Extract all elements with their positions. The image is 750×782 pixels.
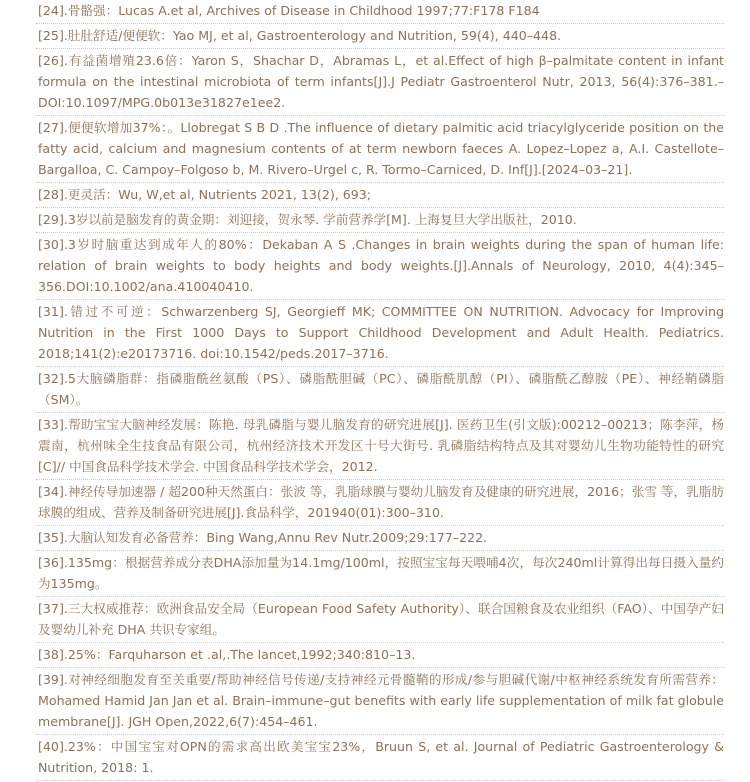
reference-text: 神经传导加速器 / 超200种天然蛋白：张波 等，乳脂球膜与婴幼儿脑发育及健康的研究进展，2016；张雪 等，乳脂肪球膜的组成、营养及制备研究进展[J].食品科学，201940(01):300–310. <box>38 484 724 520</box>
reference-item-31 <box>38 301 724 368</box>
reference-number: [34]. <box>38 484 68 499</box>
reference-item-33 <box>38 414 724 481</box>
reference-text: 135mg：根据营养成分表DHA添加量为14.1mg/100ml，按照宝宝每天喂哺4次，每次240ml计算得出每日摄入量约为135mg。 <box>38 555 724 591</box>
reference-item-32 <box>38 368 724 414</box>
reference-text: 帮助宝宝大脑神经发展：陈艳. 母乳磷脂与婴儿脑发育的研究进展[J]. 医药卫生(引文版):00212–00213；陈李萍，杨震南，杭州味全生技食品有限公司，杭州经济技术开发区十号大街号. 乳磷脂结构特点及其对婴幼儿生物功能特性的研究[C]// 中国食品科学技术学会. 中国食品科学技术学会，2012. <box>38 417 724 474</box>
reference-text: 大脑认知发育必备营养：Bing Wang,Annu Rev Nutr.2009;29:177–222. <box>67 530 488 545</box>
reference-item-30 <box>38 234 724 301</box>
reference-item-35 <box>38 527 724 552</box>
reference-number: [29]. <box>38 212 68 227</box>
reference-text: 有益菌增殖23.6倍：Yaron S，Shachar D，Abramas L，et al.Effect of high β–palmitate content in infant formula on the intestinal microbiota of term infants[J].J Pediatr Gastroenterol Nutr, 2013, 56(4):376–381.–DOI:10.1097/MPG.0b013e31827e1ee2. <box>38 53 724 110</box>
reference-text: 3岁以前是脑发育的黄金期：刘迎接，贺永琴. 学前营养学[M]. 上海复旦大学出版社，2010. <box>67 212 577 227</box>
reference-text: 3岁时脑重达到成年人的80%：Dekaban A S .Changes in brain weights during the span of human life: relation of brain weights to body heights and body weights.[J].Annals of Neurology, 2010, 4(4):345–356.DOI:10.1002/ana.410040410. <box>38 237 724 294</box>
reference-number: [36]. <box>38 555 68 570</box>
reference-item-40 <box>38 736 724 782</box>
reference-text: 便便软增加37%：。Llobregat S B D .The influence of dietary palmitic acid triacylglyceride position on the fatty acid, calcium and magnesium contents of at term newborn faeces A. Lopez–Lopez a, A.I. Castellote–Bargalloa, C. Campoy–Folgoso b, M. Rivero–Urgel c, R. Tormo–Carniced, D. Inf[J].[2024–03–21]. <box>38 120 724 177</box>
reference-item-39 <box>38 669 724 736</box>
reference-text: 肚肚舒适/便便软：Yao MJ, et al, Gastroenterology and Nutrition, 59(4), 440–448. <box>67 28 562 43</box>
reference-text: 骨骼强：Lucas A.et al, Archives of Disease in Childhood 1997;77:F178 F184 <box>67 3 540 18</box>
reference-number: [33]. <box>38 417 68 432</box>
reference-number: [38]. <box>38 647 68 662</box>
reference-item-27 <box>38 117 724 184</box>
reference-number: [26]. <box>38 53 68 68</box>
reference-text: 三大权威推荐：欧洲食品安全局（European Food Safety Authority）、联合国粮食及农业组织（FAO）、中国孕产妇及婴幼儿补充 DHA 共识专家组。 <box>38 601 724 637</box>
reference-item-24 <box>38 0 724 25</box>
reference-number: [35]. <box>38 530 68 545</box>
reference-text: 5大脑磷脂群：指磷脂酰丝氨酸（PS）、磷脂酰胆碱（PC）、磷脂酰肌醇（PI）、磷脂酰乙醇胺（PE）、神经鞘磷脂（SM）。 <box>38 371 724 407</box>
reference-text: 对神经细胞发育至关重要/帮助神经信号传递/支持神经元骨髓鞘的形成/参与胆碱代谢/中枢神经系统发育所需营养：Mohamed Hamid Jan Jan et al. Brain–immune–gut benefits with early life supplementation of milk fat globule membrane[J]. JGH Open,2022,6(7):454–461. <box>38 672 724 729</box>
reference-item-28 <box>38 184 724 209</box>
reference-number: [27]. <box>38 120 68 135</box>
reference-number: [37]. <box>38 601 68 616</box>
reference-number: [40]. <box>38 739 68 754</box>
reference-number: [28]. <box>38 187 68 202</box>
reference-text: 25%：Farquharson et .al,.The lancet,1992;340:810–13. <box>67 647 416 662</box>
reference-item-29 <box>38 209 724 234</box>
reference-number: [32]. <box>38 371 68 386</box>
reference-item-34 <box>38 481 724 527</box>
reference-number: [39]. <box>38 672 68 687</box>
reference-item-37 <box>38 598 724 644</box>
reference-text: 错过不可逆：Schwarzenberg SJ, Georgieff MK; COMMITTEE ON NUTRITION. Advocacy for Improving Nutrition in the First 1000 Days to Support Childhood Development and Adult Health. Pediatrics. 2018;141(2):e20173716. doi:10.1542/peds.2017–3716. <box>38 304 724 361</box>
reference-item-38 <box>38 644 724 669</box>
reference-item-25 <box>38 25 724 50</box>
reference-number: [31]. <box>38 304 68 319</box>
reference-number: [24]. <box>38 3 68 18</box>
reference-text: 23%：中国宝宝对OPN的需求高出欧美宝宝23%，Bruun S, et al. Journal of Pediatric Gastroenterology & Nutrition, 2018: 1. <box>38 739 724 775</box>
reference-number: [30]. <box>38 237 68 252</box>
reference-number: [25]. <box>38 28 68 43</box>
reference-item-26 <box>38 50 724 117</box>
reference-item-36 <box>38 552 724 598</box>
reference-text: 更灵活：Wu, W,et al, Nutrients 2021, 13(2), 693; <box>67 187 372 202</box>
